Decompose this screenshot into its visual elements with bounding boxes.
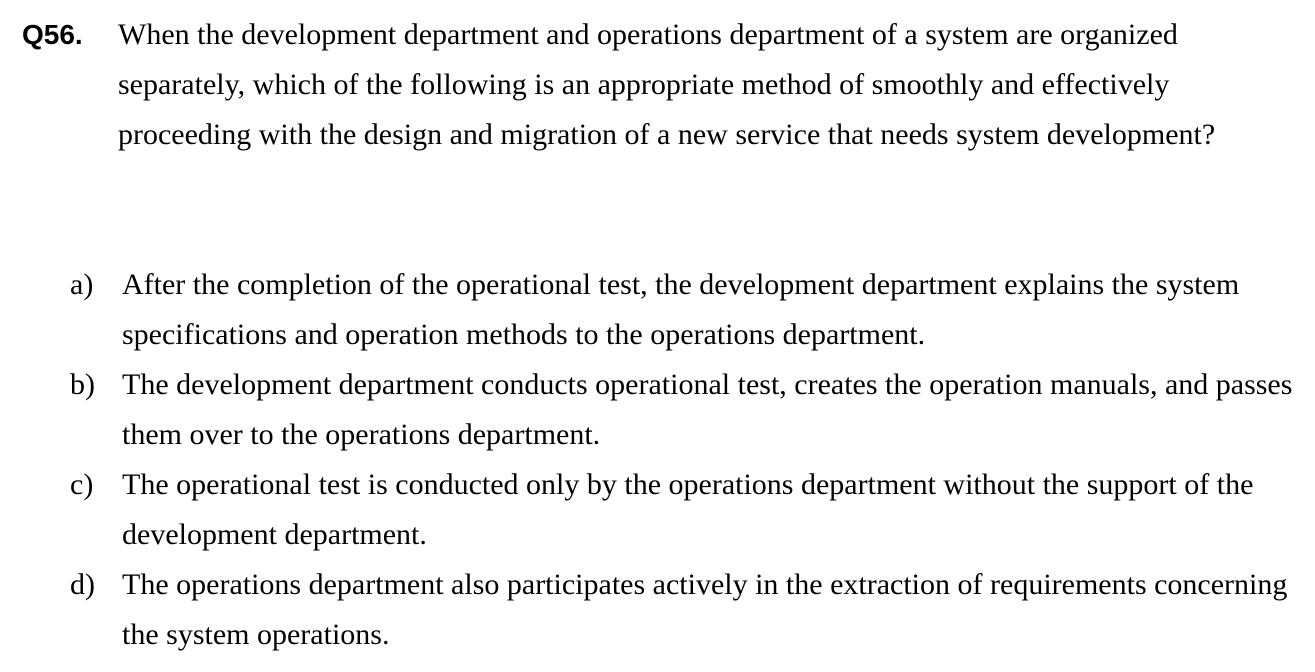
option-a bbox=[70, 260, 1300, 360]
question-number: Q56. bbox=[22, 19, 83, 50]
option-c-text: The operational test is conducted only by the operations department without the support of the development department. bbox=[122, 468, 1254, 551]
option-a-letter: a) bbox=[70, 268, 94, 301]
option-b-letter: b) bbox=[70, 368, 95, 401]
option-d-text: The operations department also participates actively in the extraction of requirements concerning the system operations. bbox=[122, 568, 1288, 651]
option-c bbox=[70, 460, 1300, 560]
option-b-text: The development department conducts operational test, creates the operation manuals, and passes them over to the operations department. bbox=[122, 368, 1293, 451]
question-stem: When the development department and operations department of a system are organized separately, which of the following is an appropriate method of smoothly and effectively proceeding with the design and migration of a new service that needs system development? bbox=[118, 18, 1216, 151]
option-b bbox=[70, 360, 1300, 460]
answer-options bbox=[70, 260, 1300, 660]
option-c-letter: c) bbox=[70, 468, 94, 501]
option-a-text: After the completion of the operational test, the development department explains the system specifications and operation methods to the operations department. bbox=[122, 268, 1240, 351]
option-d-letter: d) bbox=[70, 568, 95, 601]
option-d bbox=[70, 560, 1300, 660]
